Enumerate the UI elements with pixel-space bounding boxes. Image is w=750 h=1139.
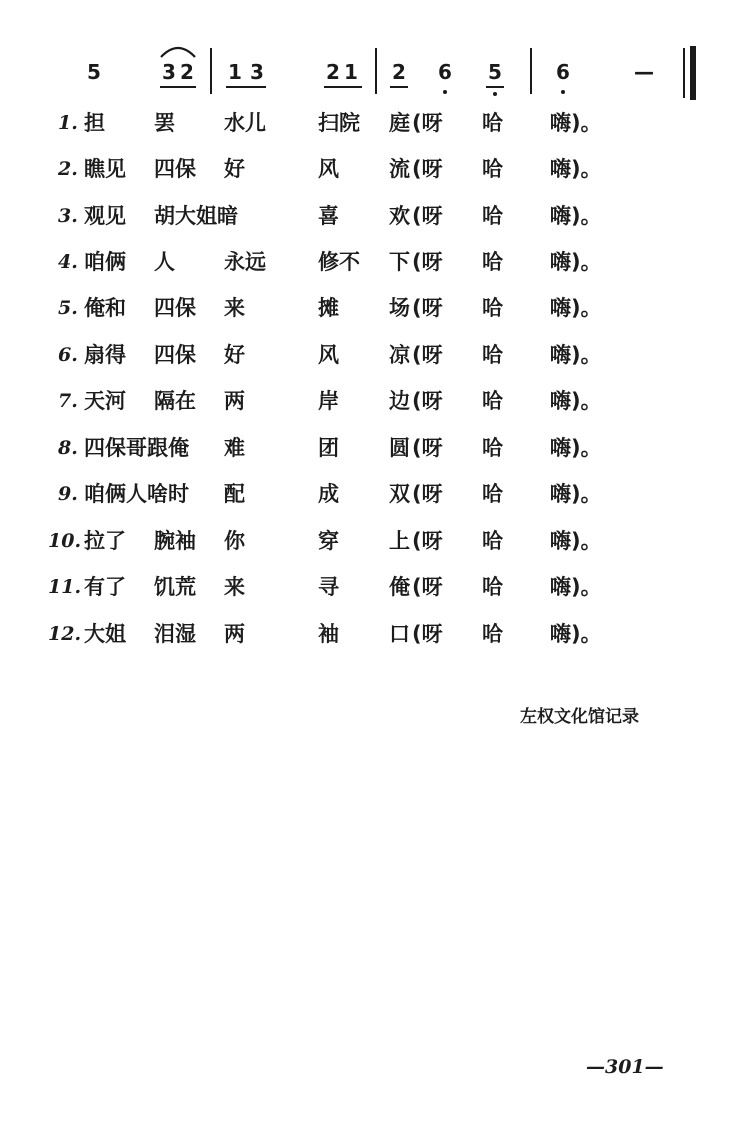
lyric-word: 庭 — [389, 111, 410, 135]
lyric-word: 水儿 — [224, 111, 266, 135]
verse-number: 4. — [58, 251, 78, 273]
note-hold-dash: — — [634, 60, 654, 84]
lyric-word: 哈 — [482, 296, 503, 320]
lyric-word: 哈 — [482, 436, 503, 460]
note: 6 — [438, 60, 452, 84]
lyric-word: 四保哥跟俺 — [84, 436, 189, 460]
lyric-word: (呀 — [412, 296, 443, 320]
lyric-word: 哈 — [482, 157, 503, 181]
note: 2 — [180, 60, 194, 84]
lyric-word: 哈 — [482, 389, 503, 413]
final-barline-thin — [683, 48, 685, 98]
lyric-word: 圆 — [389, 436, 410, 460]
low-octave-dot — [443, 90, 447, 94]
note: 5 — [488, 60, 502, 84]
lyric-word: 嗨)。 — [550, 157, 602, 181]
lyric-word: 哈 — [482, 343, 503, 367]
lyric-word: 哈 — [482, 575, 503, 599]
note: 3 — [250, 60, 264, 84]
lyric-word: 哈 — [482, 250, 503, 274]
lyric-word: 岸 — [318, 389, 339, 413]
lyric-word: 咱俩 — [84, 250, 126, 274]
verse-row — [0, 428, 750, 468]
lyric-word: 凉 — [389, 343, 410, 367]
note-underline — [486, 86, 504, 88]
lyric-word: 喜 — [318, 204, 339, 228]
lyric-word: 修不 — [318, 250, 360, 274]
note: 2 — [326, 60, 340, 84]
note: 5 — [87, 60, 101, 84]
lyric-word: 下 — [389, 250, 410, 274]
verse-row — [0, 521, 750, 561]
note: 2 — [392, 60, 406, 84]
verse-number: 5. — [58, 297, 78, 319]
lyric-word: 人 — [154, 250, 175, 274]
page-number: —301— — [586, 1056, 664, 1078]
lyric-word: (呀 — [412, 622, 443, 646]
lyric-word: 扫院 — [318, 111, 360, 135]
lyric-word: 胡大姐暗 — [154, 204, 238, 228]
verse-number: 12. — [48, 623, 82, 645]
lyric-word: 瞧见 — [84, 157, 126, 181]
lyric-word: 好 — [224, 343, 245, 367]
lyric-word: 袖 — [318, 622, 339, 646]
lyric-word: (呀 — [412, 482, 443, 506]
lyric-word: 拉了 — [84, 529, 126, 553]
lyric-word: 来 — [224, 296, 245, 320]
notation-line — [0, 40, 750, 110]
verse-number: 11. — [48, 576, 82, 598]
lyric-word: 来 — [224, 575, 245, 599]
transcriber-credit: 左权文化馆记录 — [520, 707, 639, 727]
lyric-word: (呀 — [412, 575, 443, 599]
lyric-word: 嗨)。 — [550, 204, 602, 228]
lyric-word: 嗨)。 — [550, 436, 602, 460]
verse-row — [0, 288, 750, 328]
lyric-word: 嗨)。 — [550, 389, 602, 413]
verse-number: 1. — [58, 112, 78, 134]
verse-number: 8. — [58, 437, 78, 459]
lyric-word: 难 — [224, 436, 245, 460]
low-octave-dot — [493, 92, 497, 96]
verse-row — [0, 474, 750, 514]
note-underline — [390, 86, 408, 88]
lyric-word: 哈 — [482, 204, 503, 228]
verse-row — [0, 335, 750, 375]
lyric-word: (呀 — [412, 436, 443, 460]
lyric-word: 成 — [318, 482, 339, 506]
verse-number: 6. — [58, 344, 78, 366]
lyric-word: 饥荒 — [154, 575, 196, 599]
lyric-word: 穿 — [318, 529, 339, 553]
lyric-word: 嗨)。 — [550, 343, 602, 367]
note: 3 — [162, 60, 176, 84]
lyric-word: 场 — [389, 296, 410, 320]
lyric-word: 团 — [318, 436, 339, 460]
lyric-word: 哈 — [482, 111, 503, 135]
note-underline — [160, 86, 196, 88]
lyric-word: 寻 — [318, 575, 339, 599]
lyric-word: 双 — [389, 482, 410, 506]
verse-row — [0, 196, 750, 236]
lyric-word: 两 — [224, 622, 245, 646]
lyric-word: (呀 — [412, 529, 443, 553]
lyric-word: (呀 — [412, 389, 443, 413]
lyric-word: 口 — [389, 622, 410, 646]
lyric-word: 摊 — [318, 296, 339, 320]
lyric-word: 四保 — [154, 296, 196, 320]
lyric-word: 两 — [224, 389, 245, 413]
barline — [210, 48, 212, 94]
lyric-word: 嗨)。 — [550, 622, 602, 646]
verse-row — [0, 242, 750, 282]
verse-number: 7. — [58, 390, 78, 412]
lyric-word: (呀 — [412, 111, 443, 135]
lyric-word: 扇得 — [84, 343, 126, 367]
note-underline — [324, 86, 362, 88]
verse-row — [0, 381, 750, 421]
lyric-word: 担 — [84, 111, 105, 135]
lyric-word: 四保 — [154, 157, 196, 181]
lyric-word: 风 — [318, 157, 339, 181]
lyric-word: 嗨)。 — [550, 250, 602, 274]
verse-number: 3. — [58, 205, 78, 227]
verse-number: 10. — [48, 530, 82, 552]
tie-mark — [158, 42, 198, 60]
lyric-word: 俺 — [389, 575, 410, 599]
barline — [375, 48, 377, 94]
lyric-word: 你 — [224, 529, 245, 553]
verse-number: 9. — [58, 483, 78, 505]
lyric-word: 观见 — [84, 204, 126, 228]
lyric-word: 上 — [389, 529, 410, 553]
note: 1 — [228, 60, 242, 84]
lyric-word: 配 — [224, 482, 245, 506]
lyric-word: 哈 — [482, 529, 503, 553]
lyric-word: 哈 — [482, 482, 503, 506]
barline — [530, 48, 532, 94]
lyric-word: (呀 — [412, 204, 443, 228]
lyric-word: 有了 — [84, 575, 126, 599]
verse-row — [0, 614, 750, 654]
lyric-word: (呀 — [412, 157, 443, 181]
final-barline-thick — [690, 46, 696, 100]
lyric-word: 好 — [224, 157, 245, 181]
verse-row — [0, 149, 750, 189]
lyric-word: 天河 — [84, 389, 126, 413]
lyric-word: (呀 — [412, 343, 443, 367]
lyric-word: 哈 — [482, 622, 503, 646]
note: 6 — [556, 60, 570, 84]
verse-number: 2. — [58, 158, 78, 180]
lyric-word: 欢 — [389, 204, 410, 228]
verse-row — [0, 567, 750, 607]
verse-row — [0, 103, 750, 143]
lyric-word: 四保 — [154, 343, 196, 367]
lyric-word: 隔在 — [154, 389, 196, 413]
note: 1 — [344, 60, 358, 84]
lyric-word: 嗨)。 — [550, 111, 602, 135]
lyric-word: 永远 — [224, 250, 266, 274]
lyric-word: 大姐 — [84, 622, 126, 646]
lyric-word: 风 — [318, 343, 339, 367]
note-underline — [226, 86, 266, 88]
lyric-word: 咱俩人啥时 — [84, 482, 189, 506]
lyric-word: 嗨)。 — [550, 529, 602, 553]
lyric-word: 嗨)。 — [550, 296, 602, 320]
lyric-word: 边 — [389, 389, 410, 413]
lyric-word: 俺和 — [84, 296, 126, 320]
lyric-word: 泪湿 — [154, 622, 196, 646]
low-octave-dot — [561, 90, 565, 94]
lyric-word: (呀 — [412, 250, 443, 274]
lyric-word: 腕袖 — [154, 529, 196, 553]
lyric-word: 罢 — [154, 111, 175, 135]
lyric-word: 嗨)。 — [550, 482, 602, 506]
lyric-word: 嗨)。 — [550, 575, 602, 599]
lyric-word: 流 — [389, 157, 410, 181]
